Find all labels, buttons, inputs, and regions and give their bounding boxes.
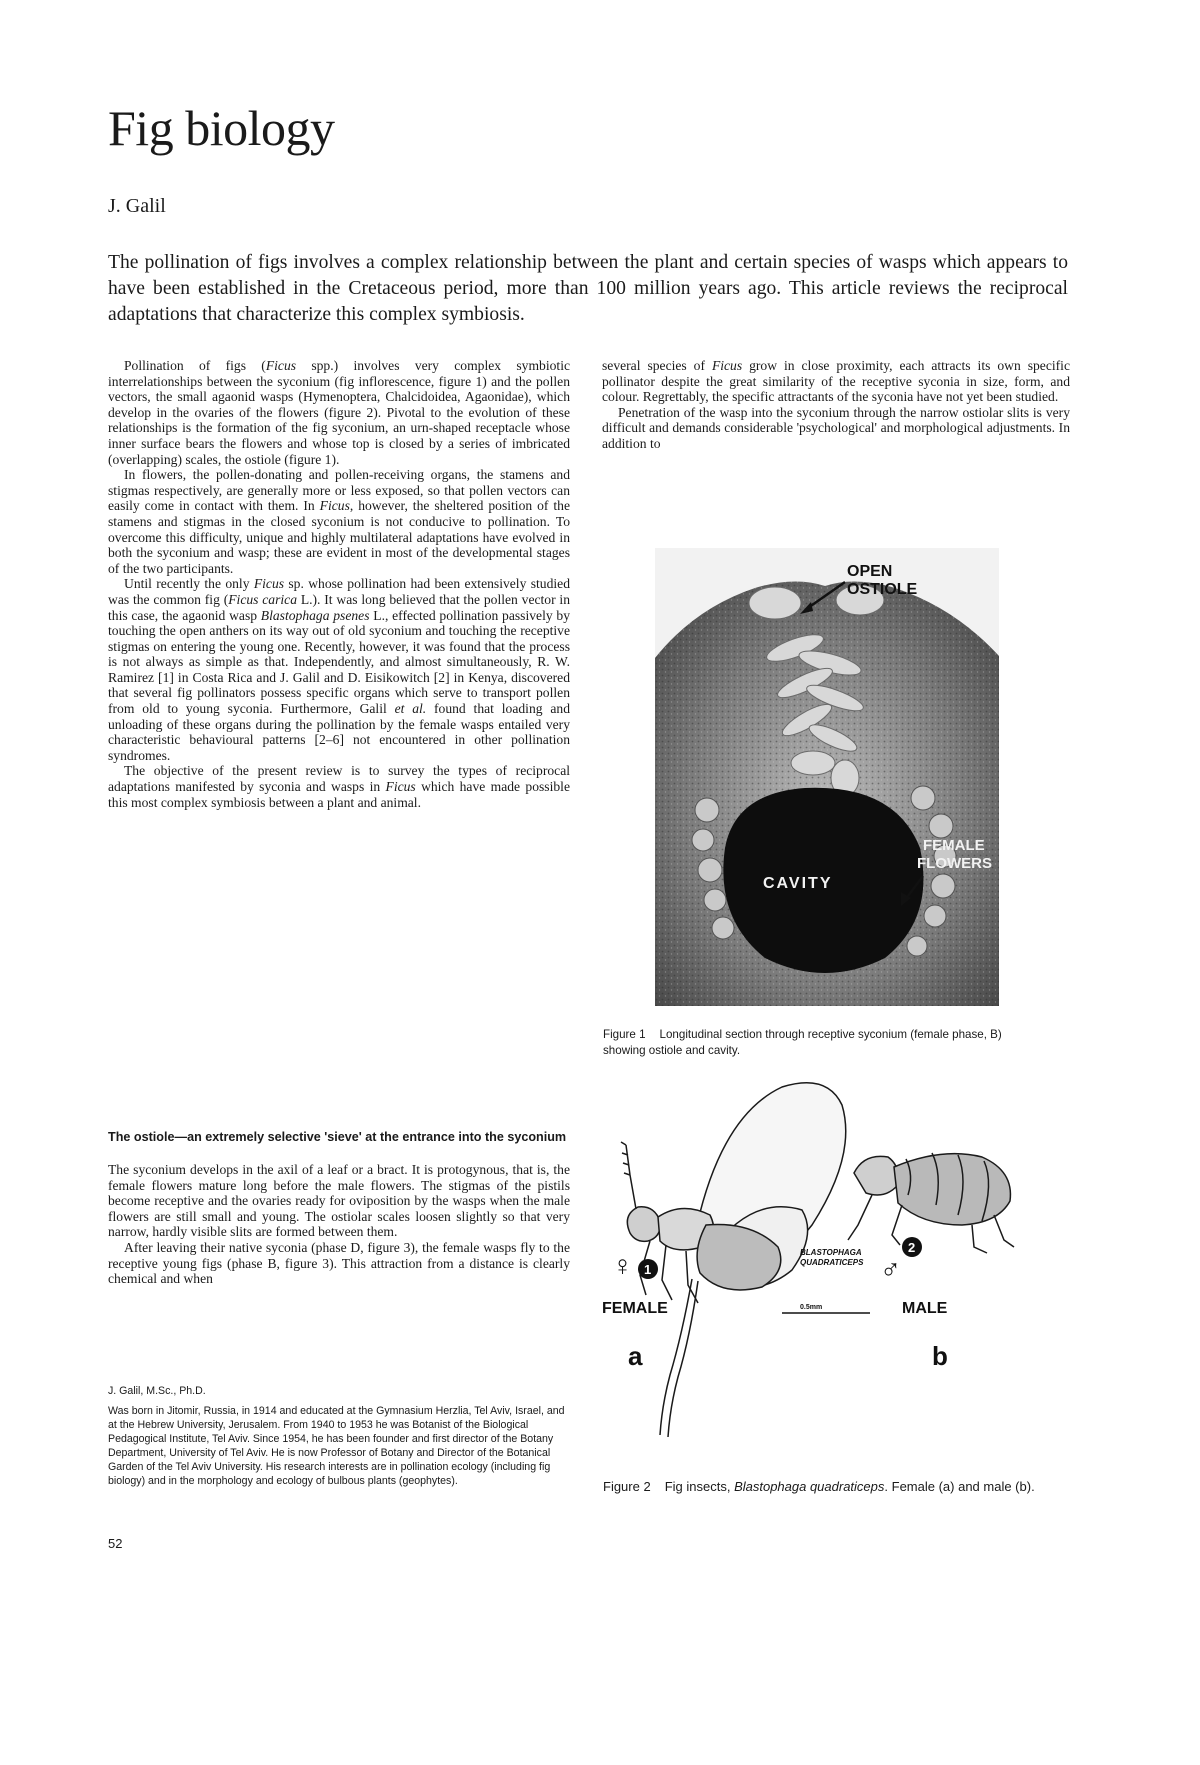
fig2-label-male-symbol: ♂ bbox=[880, 1254, 901, 1285]
body-paragraph: After leaving their native syconia (phase D, figure 3), the female wasps fly to the receptive young figs (phase B, figure 3). This attraction from a distance is clearly chemical and when bbox=[108, 1239, 570, 1287]
body-paragraph: several species of Ficus grow in close proximity, each attracts its own specific pollinator despite the great similarity of the receptive syconia in size, form, and colour. Regrettably, the specific attractants of the syconia have not yet been studied. bbox=[602, 358, 1070, 405]
fig2-label-male: MALE bbox=[902, 1300, 948, 1317]
male-wasp-head-icon bbox=[854, 1156, 898, 1195]
figure-2-wasp-drawing bbox=[602, 1075, 1032, 1468]
fig2-label-a: a bbox=[628, 1341, 643, 1371]
article-author: J. Galil bbox=[108, 195, 166, 217]
article-title: Fig biology bbox=[108, 100, 335, 156]
body-paragraph: The objective of the present review is to survey the types of reciprocal adaptations manifested by syconia and wasps in Ficus which have made possible this most complex symbiosis between a plant and animal. bbox=[108, 763, 570, 810]
fig1-label-cavity: CAVITY bbox=[763, 875, 833, 892]
fig2-label-circle-1: 1 bbox=[644, 1262, 652, 1277]
figure-1-caption: Figure 1 Longitudinal section through receptive syconium (female phase, B) showing ostiole and cavity. bbox=[603, 1028, 1002, 1057]
figure-2-caption: Figure 2 Fig insects, Blastophaga quadraticeps. Female (a) and male (b). bbox=[603, 1479, 1035, 1494]
author-bio bbox=[108, 1384, 570, 1488]
fig2-label-scale: 0.5mm bbox=[800, 1304, 823, 1311]
body-paragraph: The syconium develops in the axil of a leaf or a bract. It is protogynous, that is, the female flowers mature long before the male flowers. The stigmas of the pistils become receptive and the ovaries ready for oviposition by the wasps when the male flowers are still small and young. The ostiolar scales loosen slightly so that very narrow, hardly visible slits are formed between them. bbox=[108, 1162, 570, 1240]
male-wasp-body-icon bbox=[894, 1154, 1010, 1225]
body-column-left-section bbox=[108, 1162, 570, 1287]
body-paragraph: In flowers, the pollen-donating and pollen-receiving organs, the stamens and stigmas respectively, are generally more or less exposed, so that pollen vectors can easily come in contact with them. In Ficus, however, the sheltered position of the stamens and stigmas in the closed syconium is not conducive to pollination. To overcome this difficulty, unique and highly multilateral adaptations have evolved in both the syconium and wasp; these are evident in most of the developmental stages of the two participants. bbox=[108, 467, 570, 576]
body-paragraph: Penetration of the wasp into the syconium through the narrow ostiolar slits is very difficult and demands considerable 'psychological' and morphological adjustments. In addition to bbox=[602, 404, 1070, 451]
fig1-label-open: OPEN bbox=[847, 563, 893, 580]
fig2-label-circle-2: 2 bbox=[908, 1240, 916, 1255]
fig2-label-female: FEMALE bbox=[602, 1300, 668, 1317]
bio-heading: J. Galil, M.Sc., Ph.D. bbox=[108, 1385, 206, 1397]
fig1-label-female: FEMALE bbox=[923, 837, 985, 854]
fig1-label-flowers: FLOWERS bbox=[917, 855, 992, 872]
body-column-right bbox=[602, 358, 1070, 452]
article-abstract: The pollination of figs involves a complex relationship between the plant and certain species of wasps which appears to have been established in the Cretaceous period, more than 100 million years ago. This article reviews the reciprocal adaptations that characterize this complex symbiosis. bbox=[108, 252, 1068, 325]
female-wasp-head-icon bbox=[627, 1207, 660, 1242]
fig2-label-female-symbol: ♀ bbox=[612, 1250, 633, 1281]
bio-text: Was born in Jitomir, Russia, in 1914 and educated at the Gymnasium Herzlia, Tel Aviv, Israel, and at the Hebrew University, Jerusalem. From 1940 to 1953 he was Botanist of the Biological Pedagogical Institute, Tel Aviv. Since 1954, he has been founder and first director of the Botany Department, University of Tel Aviv. He is now Professor of Botany and Director of the Botanical Garden of the Tel Aviv University. His research interests are in pollination ecology (including fig biology) and in the morphology and ecology of bulbous plants (geophytes). bbox=[108, 1405, 565, 1487]
body-paragraph: Pollination of figs (Ficus spp.) involves very complex symbiotic interrelationships between the syconium (fig inflorescence, figure 1) and the pollen vectors, the small agaonid wasps (Hymenoptera, Chalcidoidea, Agaonidae), which develop in the ovaries of the flowers (figure 2). Pivotal to the evolution of these relationships is the formation of the fig syconium, an urn-shaped receptacle whose inner surface bears the flowers and whose top is closed by a series of imbricated (overlapping) scales, the ostiole (figure 1). bbox=[108, 358, 570, 467]
body-column-left bbox=[108, 358, 570, 810]
body-paragraph: Until recently the only Ficus sp. whose pollination had been extensively studied was the common fig (Ficus carica L.). It was long believed that the pollen vector in this case, the agaonid wasp Blastophaga psenes L., effected pollination passively by touching the open anthers on its way out of old syconium and touching the receptive stigmas on entering the young one. Recently, however, it was found that the process is not always as simple as that. Independently, and almost simultaneously, R. W. Ramirez [1] in Costa Rica and J. Galil and D. Eisikowitch [2] in Kenya, discovered that several fig pollinators possess specific organs which serve to transport pollen from old to young syconia. Furthermore, Galil et al. found that loading and unloading of these organs during the pollination by the female wasps entailed very characteristic behavioural patterns [2–6] not encountered in other pollination syndromes. bbox=[108, 576, 571, 763]
fig2-label-species-2: QUADRATICEPS bbox=[800, 1258, 864, 1267]
fig2-label-b: b bbox=[932, 1341, 948, 1371]
section-heading: The ostiole—an extremely selective 'sieve' at the entrance into the syconium bbox=[108, 1130, 567, 1144]
figure-1-syconium-photo bbox=[655, 548, 999, 1006]
fig1-label-ostiole: OSTIOLE bbox=[847, 581, 918, 598]
page-number: 52 bbox=[108, 1536, 123, 1551]
fig2-label-species-1: BLASTOPHAGA bbox=[800, 1248, 862, 1257]
